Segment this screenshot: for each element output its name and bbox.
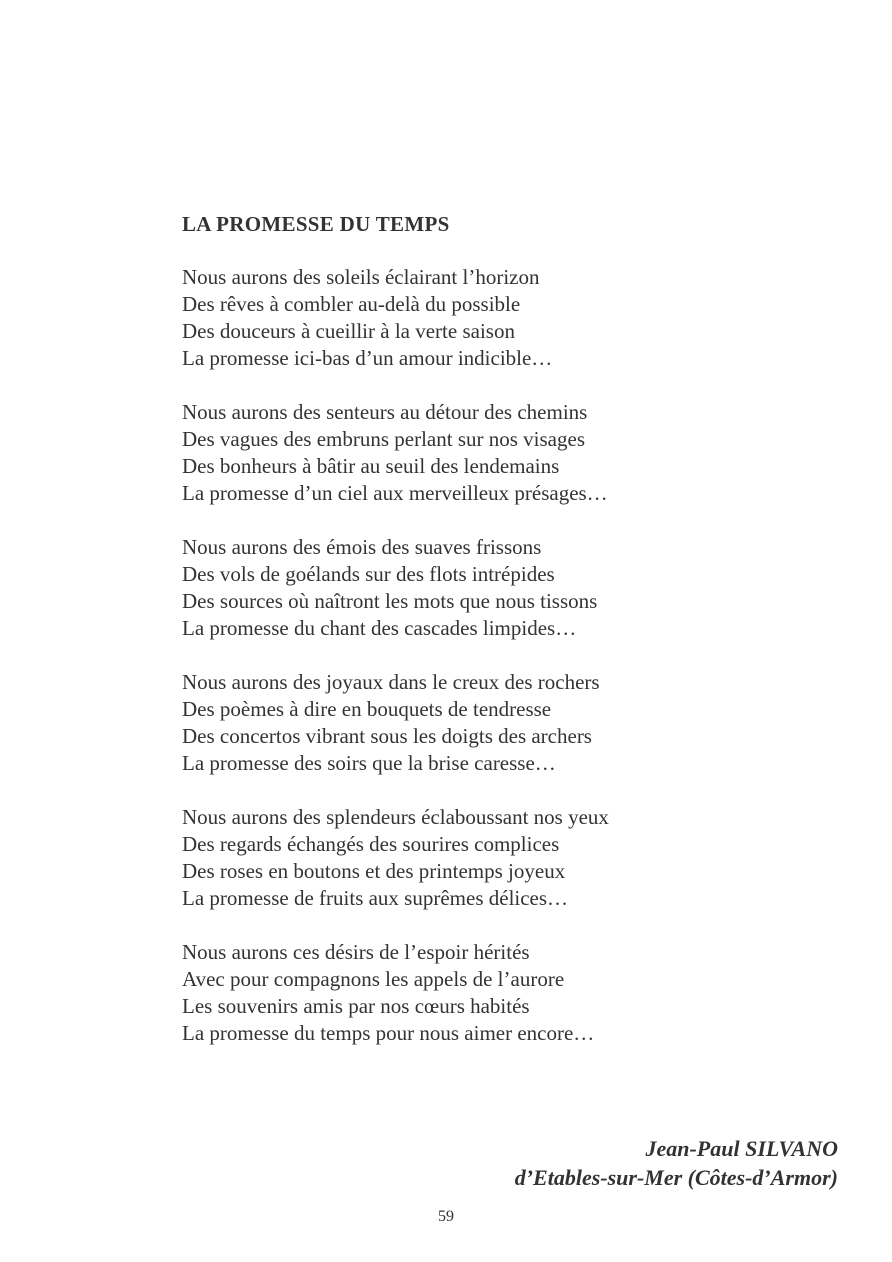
verse: Nous aurons des senteurs au détour des chemins [182, 400, 588, 424]
stanza-2 [182, 399, 802, 507]
verse: La promesse ici-bas d’un amour indicible… [182, 346, 553, 370]
verse: La promesse du temps pour nous aimer encore… [182, 1021, 595, 1045]
verse: Les souvenirs amis par nos cœurs habités [182, 994, 530, 1018]
stanza-5 [182, 804, 802, 912]
verse: Des rêves à combler au-delà du possible [182, 292, 521, 316]
stanza-6 [182, 939, 802, 1047]
verse: Nous aurons des splendeurs éclaboussant nos yeux [182, 805, 609, 829]
poem-body [182, 264, 802, 1074]
verse: Nous aurons ces désirs de l’espoir hérités [182, 940, 530, 964]
verse: Nous aurons des soleils éclairant l’horizon [182, 265, 540, 289]
verse: La promesse de fruits aux suprêmes délices… [182, 886, 569, 910]
verse: Des douceurs à cueillir à la verte saison [182, 319, 515, 343]
verse: Des poèmes à dire en bouquets de tendresse [182, 697, 552, 721]
verse: Des regards échangés des sourires complices [182, 832, 560, 856]
verse: Nous aurons des émois des suaves frissons [182, 535, 542, 559]
poem-title: LA PROMESSE DU TEMPS [182, 212, 450, 236]
verse: La promesse des soirs que la brise caresse… [182, 751, 556, 775]
verse: Des bonheurs à bâtir au seuil des lendemains [182, 454, 560, 478]
verse: Nous aurons des joyaux dans le creux des rochers [182, 670, 600, 694]
author-location: d’Etables-sur-Mer (Côtes-d’Armor) [514, 1165, 838, 1190]
verse: Des vols de goélands sur des flots intrépides [182, 562, 555, 586]
stanza-4 [182, 669, 802, 777]
verse: Des roses en boutons et des printemps joyeux [182, 859, 566, 883]
verse: Des sources où naîtront les mots que nous tissons [182, 589, 598, 613]
author-name: Jean-Paul SILVANO [645, 1136, 838, 1161]
signature [515, 1134, 838, 1192]
verse: La promesse d’un ciel aux merveilleux présages… [182, 481, 608, 505]
verse: La promesse du chant des cascades limpides… [182, 616, 577, 640]
page-number: 59 [438, 1208, 454, 1225]
verse: Des concertos vibrant sous les doigts des archers [182, 724, 592, 748]
verse: Des vagues des embruns perlant sur nos visages [182, 427, 585, 451]
verse: Avec pour compagnons les appels de l’aurore [182, 967, 565, 991]
stanza-3 [182, 534, 802, 642]
stanza-1 [182, 264, 802, 372]
